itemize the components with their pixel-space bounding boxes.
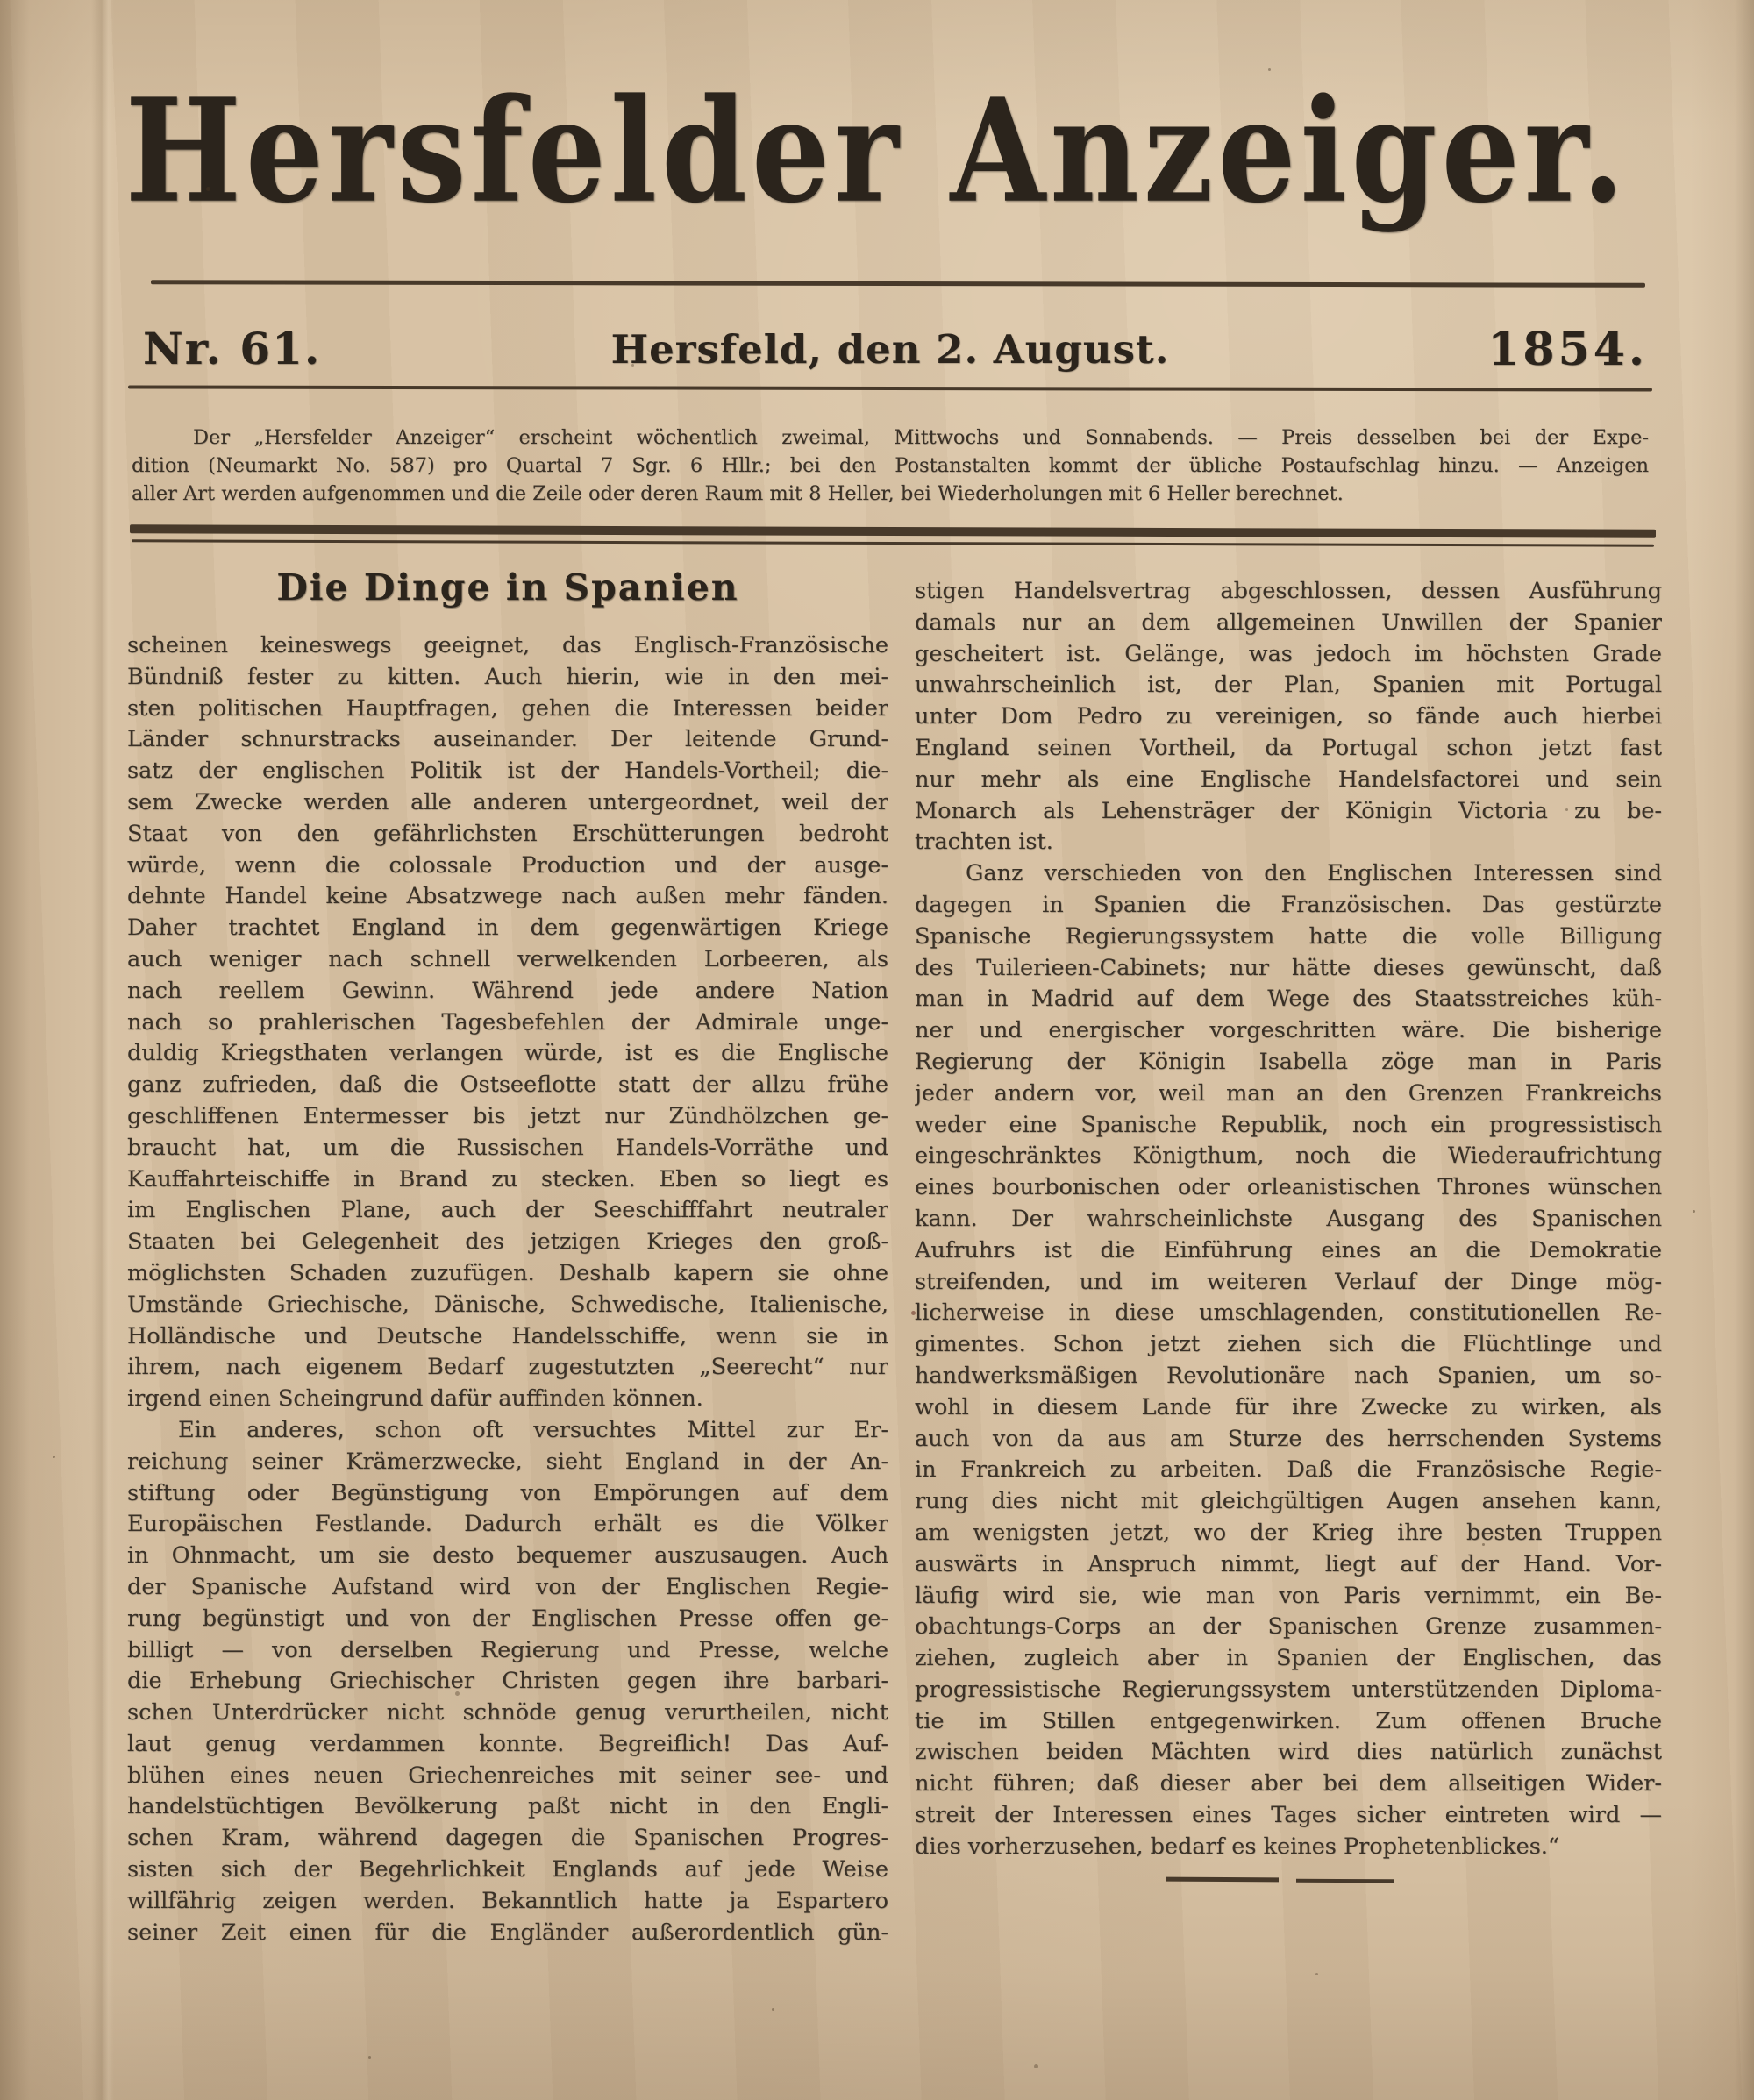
- text-line: streifenden, und im weiteren Verlauf der Dinge mög-: [915, 1268, 1662, 1295]
- text-line: nur mehr als eine Englische Handelsfactorei und sein: [915, 765, 1662, 793]
- text-line: Europäischen Festlande. Dadurch erhält es die Völker: [127, 1511, 888, 1538]
- text-line: geschliffenen Entermesser bis jetzt nur Zündhölzchen ge-: [127, 1102, 888, 1129]
- text-line: Spanische Regierungssystem hatte die volle Billigung: [915, 922, 1662, 950]
- text-line: nach so prahlerischen Tagesbefehlen der Admirale unge-: [127, 1008, 888, 1036]
- article-column-left: [127, 630, 888, 1948]
- text-line: eines bourbonischen oder orleanistischen Thrones wünschen: [915, 1174, 1662, 1201]
- text-line: sem Zwecke werden alle anderen untergeordnet, weil der: [127, 788, 888, 815]
- text-line: Der „Hersfelder Anzeiger“ erscheint wöchentlich zweimal, Mittwochs und Sonnabends. — Preis desselben bei der Expe-: [193, 426, 1649, 449]
- text-line: man in Madrid auf dem Wege des Staatsstreiches küh-: [915, 986, 1662, 1013]
- issue-number: Nr. 61.: [143, 323, 322, 374]
- section-divider-thick: [130, 524, 1656, 537]
- paper-specks: [0, 0, 3, 3]
- year-label: 1854.: [1487, 323, 1648, 376]
- text-line: eingeschränktes Königthum, noch die Wiederaufrichtung: [915, 1143, 1662, 1170]
- text-line: handwerksmäßigen Revolutionäre nach Spanien, um so-: [915, 1362, 1662, 1389]
- text-line: tie im Stillen entgegenwirken. Zum offenen Bruche: [915, 1707, 1662, 1734]
- text-line: gimentes. Schon jetzt ziehen sich die Flüchtlinge und: [915, 1331, 1662, 1358]
- text-line: damals nur an dem allgemeinen Unwillen der Spanier: [915, 609, 1662, 636]
- text-line: Monarch als Lehensträger der Königin Victoria zu be-: [915, 797, 1662, 824]
- text-line: ihrem, nach eigenem Bedarf zugestutzten „Seerecht“ nur: [127, 1354, 888, 1381]
- text-line: progressistische Regierungssystem unterstützenden Diploma-: [915, 1676, 1662, 1703]
- text-line: die Erhebung Griechischer Christen gegen ihre barbari-: [127, 1668, 888, 1695]
- text-line: rung dies nicht mit gleichgültigen Augen ansehen kann,: [915, 1488, 1662, 1515]
- text-line: dehnte Handel keine Absatzwege nach außen mehr fänden.: [127, 883, 888, 910]
- text-line: wohl in diesem Lande für ihre Zwecke zu wirken, als: [915, 1393, 1662, 1420]
- text-line: licherweise in diese umschlagenden, constitutionellen Re-: [915, 1299, 1662, 1327]
- end-rule-segment-left: [1166, 1877, 1279, 1883]
- text-line: am wenigsten jetzt, wo der Krieg ihre besten Truppen: [915, 1519, 1662, 1546]
- text-line: sisten sich der Begehrlichkeit Englands auf jede Weise: [127, 1856, 888, 1883]
- text-line: streit der Interessen eines Tages sicher eintreten wird —: [915, 1802, 1662, 1829]
- end-rule-segment-right: [1296, 1879, 1394, 1883]
- masthead-rule: [151, 280, 1645, 288]
- text-line: jeder andern vor, weil man an den Grenzen Frankreichs: [915, 1079, 1662, 1107]
- text-line: ziehen, zugleich aber in Spanien der Englischen, das: [915, 1645, 1662, 1672]
- text-line: Aufruhrs ist die Einführung eines an die Demokratie: [915, 1236, 1662, 1264]
- text-line: seiner Zeit einen für die Engländer außerordentlich gün-: [127, 1918, 888, 1946]
- text-line: weder eine Spanische Republik, noch ein progressistisch: [915, 1111, 1662, 1138]
- text-line: irgend einen Scheingrund dafür auffinden können.: [127, 1385, 703, 1413]
- text-line: Länder schnurstracks auseinander. Der leitende Grund-: [127, 726, 888, 753]
- text-line: reichung seiner Krämerzwecke, sieht England in der An-: [127, 1448, 888, 1475]
- text-line: Daher trachtet England in dem gegenwärtigen Kriege: [127, 915, 888, 942]
- text-line: Staat von den gefährlichsten Erschütterungen bedroht: [127, 820, 888, 847]
- text-line: unter Dom Pedro zu vereinigen, so fände auch hierbei: [915, 703, 1662, 730]
- text-line: England seinen Vortheil, da Portugal schon jetzt fast: [915, 734, 1662, 761]
- text-line: willfährig zeigen werden. Bekanntlich hatte ja Espartero: [127, 1887, 888, 1914]
- text-line: kann. Der wahrscheinlichste Ausgang des Spanischen: [915, 1205, 1662, 1232]
- text-line: dies vorherzusehen, bedarf es keines Prophetenblickes.“: [915, 1833, 1559, 1860]
- text-line: braucht hat, um die Russischen Handels-Vorräthe und: [127, 1134, 888, 1161]
- text-line: Ein anderes, schon oft versuchtes Mittel zur Er-: [178, 1416, 888, 1443]
- text-line: würde, wenn die colossale Production und der ausge-: [127, 851, 888, 879]
- paper-crease: [91, 0, 114, 2100]
- dateline-rule: [128, 385, 1652, 391]
- text-line: aller Art werden aufgenommen und die Zeile oder deren Raum mit 8 Heller, bei Wiederholungen mit 6 Heller berechnet.: [132, 482, 1344, 505]
- text-line: laut genug verdammen konnte. Begreiflich! Das Auf-: [127, 1730, 888, 1757]
- text-line: möglichsten Schaden zuzufügen. Deshalb kapern sie ohne: [127, 1259, 888, 1286]
- text-line: Staaten bei Gelegenheit des jetzigen Krieges den groß-: [127, 1228, 888, 1256]
- text-line: schen Kram, während dagegen die Spanischen Progres-: [127, 1825, 888, 1852]
- text-line: auswärts in Anspruch nimmt, liegt auf der Hand. Vor-: [915, 1550, 1662, 1577]
- text-line: schen Unterdrücker nicht schnöde genug verurtheilen, nicht: [127, 1699, 888, 1726]
- text-line: unwahrscheinlich ist, der Plan, Spanien mit Portugal: [915, 672, 1662, 699]
- text-line: rung begünstigt und von der Englischen Presse offen ge-: [127, 1605, 888, 1632]
- dateline: [127, 323, 1653, 384]
- text-line: gescheitert ist. Gelänge, was jedoch im höchsten Grade: [915, 640, 1662, 667]
- text-line: satz der englischen Politik ist der Handels-Vortheil; die-: [127, 758, 888, 785]
- text-line: im Englischen Plane, auch der Seeschifffahrt neutraler: [127, 1197, 888, 1224]
- text-line: des Tuilerieen-Cabinets; nur hätte dieses gewünscht, daß: [915, 954, 1662, 981]
- text-line: sten politischen Hauptfragen, gehen die Interessen beider: [127, 694, 888, 722]
- masthead-title: Hersfelder Anzeiger.: [125, 68, 1629, 236]
- text-line: läufig wird sie, wie man von Paris vernimmt, ein Be-: [915, 1582, 1662, 1609]
- text-line: nicht führen; daß dieser aber bei dem allseitigen Wider-: [915, 1770, 1662, 1797]
- text-line: nach reellem Gewinn. Während jede andere Nation: [127, 977, 888, 1004]
- publication-notice: [132, 424, 1649, 508]
- text-line: scheinen keineswegs geeignet, das Englisch-Französische: [127, 632, 888, 658]
- text-line: auch von da aus am Sturze des herrschenden Systems: [915, 1425, 1662, 1452]
- text-line: Kauffahrteischiffe in Brand zu stecken. Eben so liegt es: [127, 1165, 888, 1192]
- text-line: ganz zufrieden, daß die Ostseeflotte statt der allzu frühe: [127, 1071, 888, 1099]
- text-line: stiftung oder Begünstigung von Empörungen auf dem: [127, 1479, 888, 1506]
- text-line: zwischen beiden Mächten wird dies natürlich zunächst: [915, 1739, 1662, 1766]
- text-line: Umstände Griechische, Dänische, Schwedische, Italienische,: [127, 1291, 888, 1318]
- text-line: Bündniß fester zu kitten. Auch hierin, wie in den mei-: [127, 663, 888, 690]
- section-divider-thin: [132, 539, 1654, 546]
- place-and-date: Hersfeld, den 2. August.: [610, 326, 1170, 373]
- text-line: dagegen in Spanien die Französischen. Das gestürzte: [915, 891, 1662, 918]
- text-line: Ganz verschieden von den Englischen Interessen sind: [966, 860, 1662, 887]
- text-line: in Frankreich zu arbeiten. Daß die Französische Regie-: [915, 1456, 1662, 1484]
- text-line: blühen eines neuen Griechenreiches mit seiner see- und: [127, 1762, 888, 1789]
- text-line: obachtungs-Corps an der Spanischen Grenze zusammen-: [915, 1613, 1662, 1641]
- text-line: handelstüchtigen Bevölkerung paßt nicht in den Engli-: [127, 1793, 888, 1820]
- text-line: stigen Handelsvertrag abgeschlossen, dessen Ausführung: [915, 578, 1662, 604]
- text-line: trachten ist.: [915, 829, 1053, 856]
- text-line: billigt — von derselben Regierung und Presse, welche: [127, 1636, 888, 1663]
- text-line: Holländische und Deutsche Handelsschiffe, wenn sie in: [127, 1322, 888, 1349]
- article-headline: Die Dinge in Spanien: [276, 566, 739, 609]
- text-line: dition (Neumarkt No. 587) pro Quartal 7 Sgr. 6 Hllr.; bei den Postanstalten kommt der übliche Postaufschlag hinzu. — Anzeigen: [132, 454, 1649, 477]
- text-line: der Spanische Aufstand wird von der Englischen Regie-: [127, 1573, 888, 1600]
- text-line: Regierung der Königin Isabella zöge man in Paris: [915, 1048, 1662, 1075]
- text-line: auch weniger nach schnell verwelkenden Lorbeeren, als: [127, 945, 888, 972]
- text-line: in Ohnmacht, um sie desto bequemer auszusaugen. Auch: [127, 1542, 888, 1570]
- text-line: ner und energischer vorgeschritten wäre. Die bisherige: [915, 1017, 1662, 1044]
- text-line: duldig Kriegsthaten verlangen würde, ist es die Englische: [127, 1040, 888, 1067]
- article-column-right: [915, 576, 1662, 1863]
